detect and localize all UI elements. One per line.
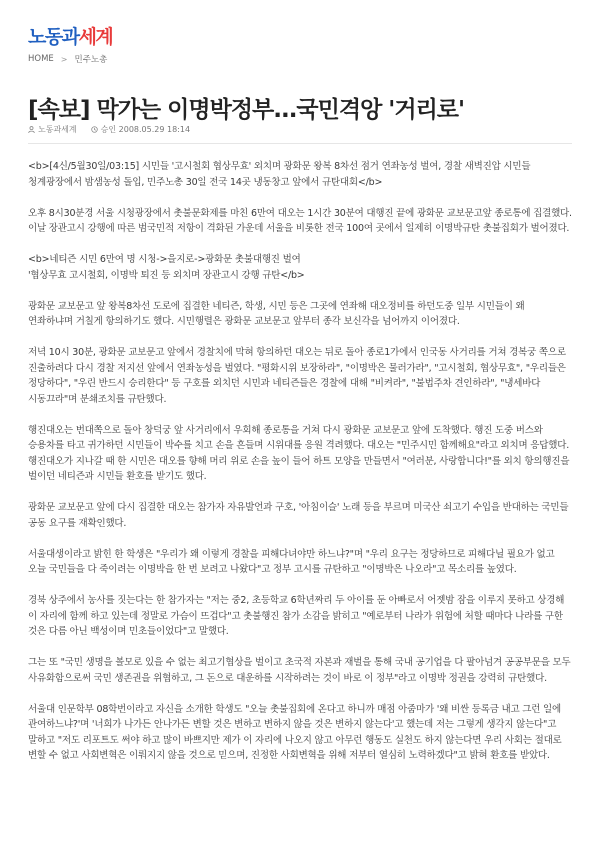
article-paragraph: 서울대생이라고 밝힌 한 학생은 "우리가 왜 이렇게 경찰을 피해다녀야만 하느냐?"며 "우리 요구는 정당하므로 피해다닐 필요가 없고 오늘 국민들을 다 죽이려는 이명박을 한 번 보려고 나왔다"고 정부 고시를 규탄하고 "이명박은 나오라"고 목소리를 높였다. xyxy=(28,548,555,575)
article-body xyxy=(28,159,572,779)
breadcrumb xyxy=(28,53,572,65)
site-header xyxy=(28,26,572,65)
article-title: [속보] 막가는 이명박정부...국민격앙 '거리로' xyxy=(28,97,465,124)
article-paragraph: 광화문 교보문고 앞에 다시 집결한 대오는 참가자 자유발언과 구호, '아침이슬' 노래 등을 부르며 미국산 쇠고기 수입을 반대하는 국민들 공동 요구를 재확인했다. xyxy=(28,502,569,529)
person-icon xyxy=(28,126,35,133)
article-paragraph: 광화문 교보문고 앞 왕복8차선 도로에 집결한 네티즌, 학생, 시민 등은 그곳에 연좌해 대오정비를 하던도중 일부 시민들이 왜 연좌하냐며 거칠게 항의하기도 했다. 시민행렬은 광화문 교보문고 앞부터 종각 보신각을 넘어까지 이어졌다. xyxy=(28,300,525,327)
site-logo[interactable] xyxy=(28,26,112,48)
article-date: 승인 2008.05.29 18:14 xyxy=(100,125,191,134)
header-divider xyxy=(28,143,572,144)
article-meta xyxy=(28,124,190,135)
article-author: 노동과세계 xyxy=(38,125,77,134)
chevron-right-icon: > xyxy=(60,54,68,64)
breadcrumb-home[interactable]: HOME xyxy=(28,54,54,64)
article-paragraph: <b>[4신/5월30일/03:15] 시민들 '고시철회 협상무효' 외치며 광화문 왕복 8차선 점거 연좌농성 벌여, 경찰 새벽진압 시민들 청계광장에서 밤샘농성 돌입, 민주노총 30일 전국 14곳 냉동창고 앞에서 규탄대회</b> xyxy=(28,161,531,188)
article-paragraph: 그는 또 "국민 생명을 볼모로 있을 수 없는 최고기협상을 벌이고 초국적 자본과 재벌을 통해 국내 공기업을 다 팔아넘겨 공공부문을 모두 사유화함으로써 국민 생존권을 위협하고, 그 돈으로 대운하를 시작하려는 것이 바로 이 정부"라고 이명박 정권을 강력히 규탄했다. xyxy=(28,657,571,684)
article-paragraph: 서울대 인문학부 08학번이라고 자신을 소개한 학생도 "오늘 촛불집회에 온다고 하니까 매점 아줌마가 '왜 비싼 등록금 내고 그런 일에 관여하느냐?'며 '너희가 나가든 안나가든 변할 것은 변하고 변하지 않을 것은 변하지 않는다'고 했는데 저는 그렇게 생각지 않는다"고 말하고 "저도 리포트도 써야 하고 많이 바쁘지만 제가 이 자리에 나오지 않고 아무런 행동도 실천도 하지 않는다면 우리 사회는 절대로 변할 수 없고 사회변혁은 이뤄지지 않을 것으로 믿으며, 진정한 사회변혁을 위해 저부터 열심히 노력하겠다"고 밝혀 환호를 받았다. xyxy=(28,703,562,761)
article-paragraph: 행진대오는 번대쪽으로 돌아 창덕궁 앞 사거리에서 우회해 종로통을 거쳐 다시 광화문 교보문고 앞에 도착했다. 행진 도중 버스와 승용차를 타고 귀가하던 시민들이 박수를 치고 손을 흔들며 시위대를 응원 격려했다. 대오는 "민주시민 함께해요"라고 외치며 응답했다. 행진대오가 지나갈 때 한 시민은 대오를 향해 머리 위로 손을 높이 들어 하트 모양을 만들면서 "여러분, 사랑합니다!"를 외치 항의행진을 벌이던 네티즌과 시민들 환호를 받기도 했다. xyxy=(28,424,570,482)
article-paragraph: <b>네티즌 시민 6만여 명 시청->을지로->광화문 촛불대행진 벌여 '협상무효 고시철회, 이명박 퇴진 등 외치며 장관고시 강행 규탄</b> xyxy=(28,254,305,281)
clock-icon xyxy=(91,126,98,133)
article-paragraph: 저녁 10시 30분, 광화문 교보문고 앞에서 경찰치에 막혀 항의하던 대오는 뒤로 돌아 종로1가에서 인국동 사거리를 거쳐 경복궁 쪽으로 진출하려다 다시 경찰 저지선 앞에서 연좌농성을 벌였다. "평화시위 보장하라", "이명박은 물러가라", "고시철회, 협상무효", "우리들은 정당하다", "우린 반드시 승리한다" 등 구호를 외치던 시민과 네티즌들은 경찰에 대해 "비켜라", "불법주차 견인하라", "냉세바다 시동끄라"며 분쇄조치를 규탄했다. xyxy=(28,347,566,405)
article-paragraph: 경북 상주에서 농사를 짓는다는 한 참가자는 "저는 중2, 초등학교 6학년짜리 두 아이를 둔 아빠로서 어젯밤 잠을 이루지 못하고 상경해 이 자리에 함께 하고 있는데 정말로 가슴이 뜨겁다"고 촛불행진 참가 소감을 밝히고 "예로부터 나라가 위험에 처할 때마다 나라를 구한 것은 다름 아닌 백성이며 민초들이었다"고 말했다. xyxy=(28,595,565,637)
breadcrumb-section[interactable]: 민주노총 xyxy=(74,55,108,65)
article-paragraph: 오후 8시30분경 서울 시청광장에서 촛불문화제를 마친 6만여 대오는 1시간 30분여 대행진 끝에 광화문 교보문고앞 종로통에 집결했다. 이날 장관고시 강행에 따른 범국민적 저항이 격화된 가운데 서울을 비롯한 전국 100여 곳에서 일제히 이명박규탄 촛불집회가 벌어졌다. xyxy=(28,207,572,234)
logo-accent: 세계 xyxy=(78,26,113,48)
logo-main: 노동과 xyxy=(28,26,79,48)
